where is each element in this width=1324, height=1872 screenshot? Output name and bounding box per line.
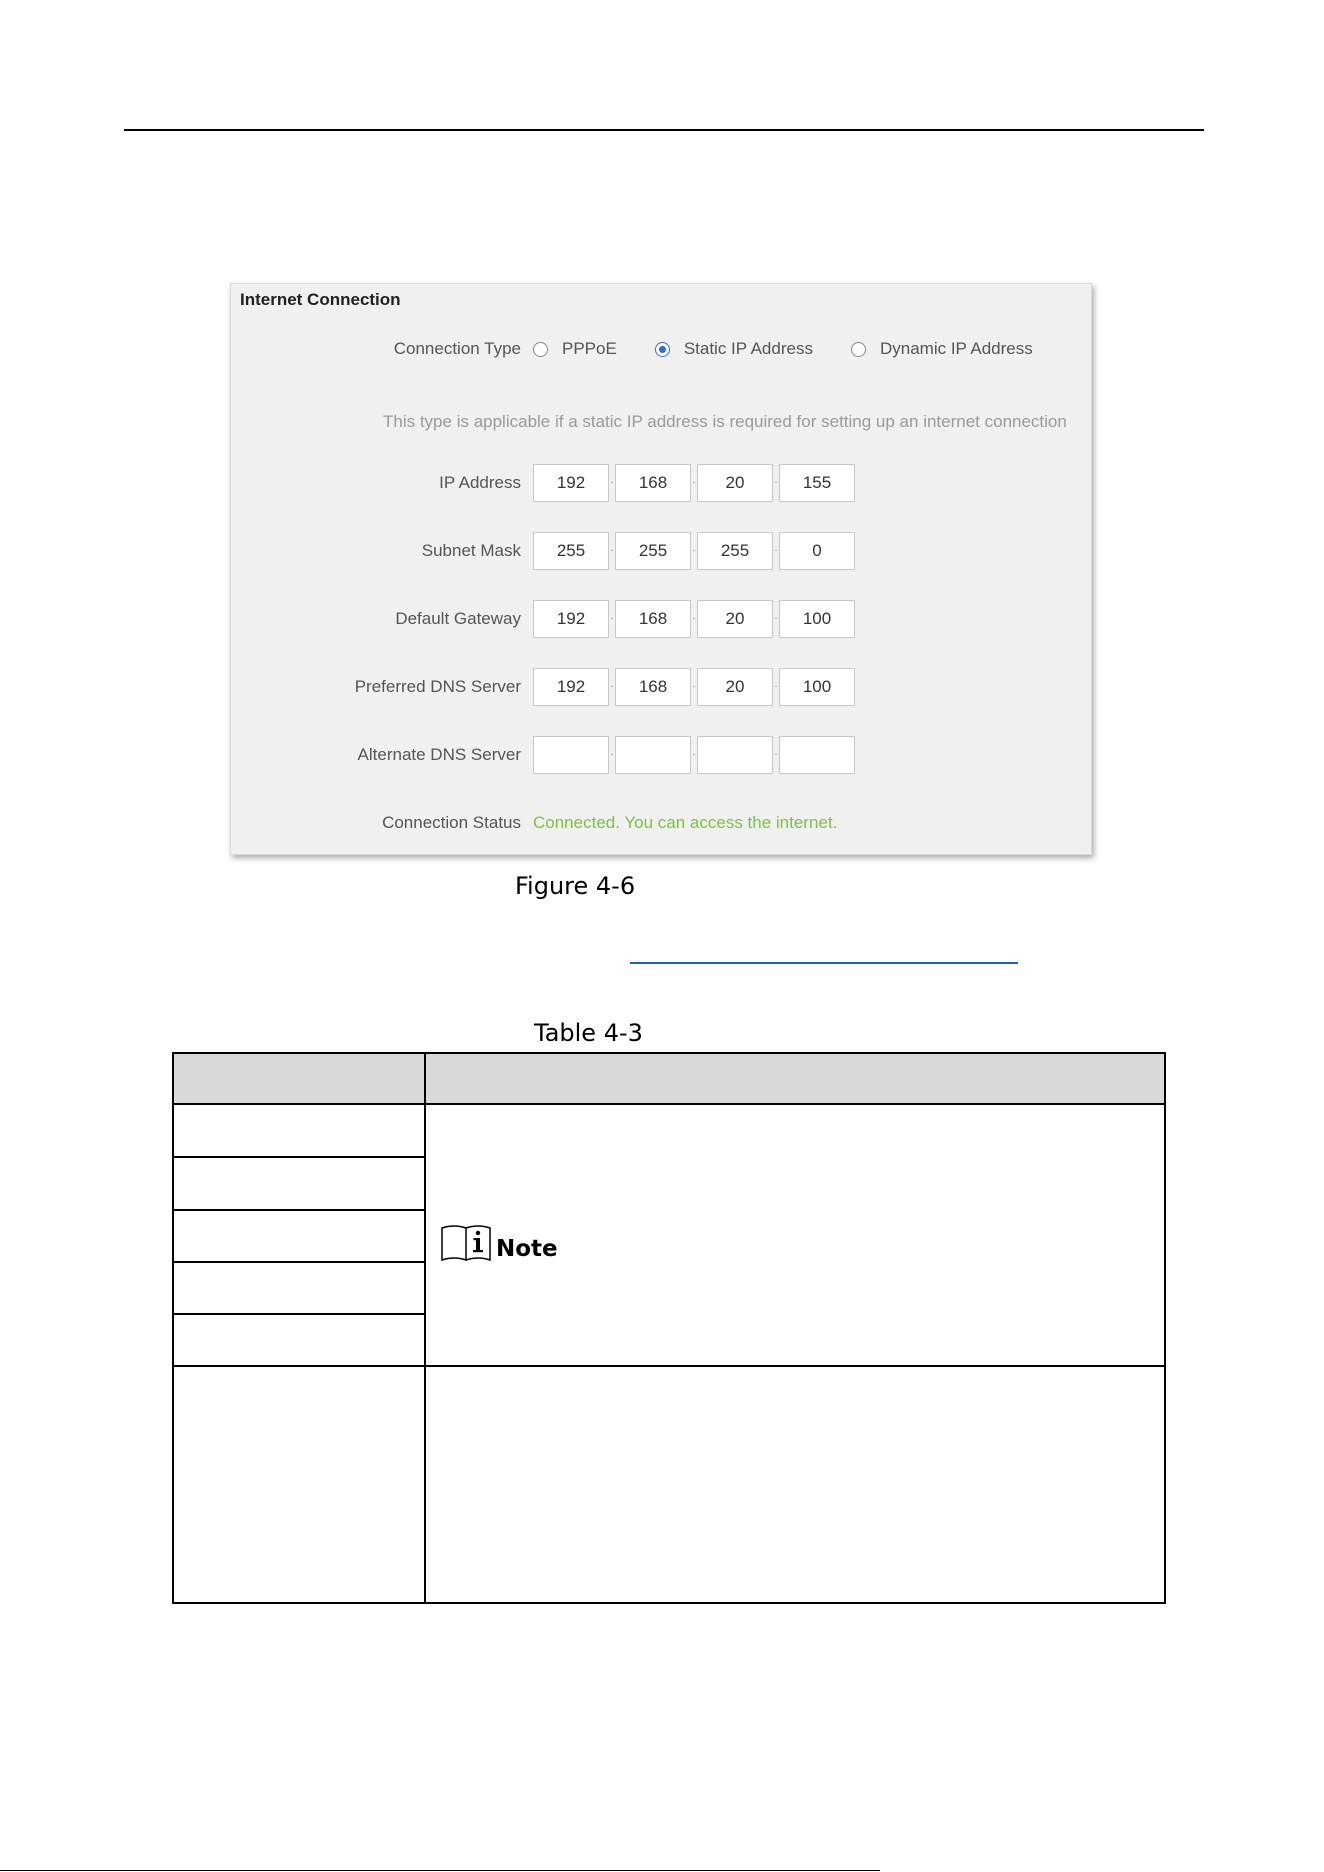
octet-separator: · [692, 613, 696, 624]
default-gateway-octet-1[interactable]: 192 [533, 600, 609, 638]
octet-separator: · [610, 545, 614, 556]
panel-title: Internet Connection [240, 290, 401, 309]
radio-static-ip-circle[interactable] [655, 342, 670, 357]
alternate-dns-label: Alternate DNS Server [357, 745, 521, 764]
ip-address-label: IP Address [439, 473, 521, 492]
default-gateway-octet-3[interactable]: 20 [697, 600, 773, 638]
radio-pppoe-label: PPPoE [562, 339, 617, 358]
connection-type-label: Connection Type [393, 339, 521, 358]
octet-separator: · [692, 749, 696, 760]
radio-static-ip[interactable] [655, 339, 813, 359]
alternate-dns-octet-3[interactable] [697, 736, 773, 774]
subnet-mask-octet-2[interactable]: 255 [615, 532, 691, 570]
connection-type-row [231, 329, 1091, 369]
octet-separator: · [610, 613, 614, 624]
default-gateway-row [231, 599, 1091, 639]
radio-dynamic-ip-label: Dynamic IP Address [879, 339, 1033, 358]
subnet-mask-label: Subnet Mask [421, 541, 521, 560]
octet-separator: · [774, 749, 778, 760]
radio-static-ip-label: Static IP Address [683, 339, 813, 358]
default-gateway-octet-2[interactable]: 168 [615, 600, 691, 638]
octet-separator: · [774, 545, 778, 556]
alternate-dns-octet-2[interactable] [615, 736, 691, 774]
ip-address-input [533, 463, 855, 503]
alternate-dns-octet-4[interactable] [779, 736, 855, 774]
alternate-dns-input [533, 735, 855, 775]
internet-connection-panel [230, 283, 1092, 855]
octet-separator: · [610, 749, 614, 760]
ip-address-octet-4[interactable]: 155 [779, 464, 855, 502]
table-column-divider [424, 1052, 426, 1604]
subnet-mask-octet-3[interactable]: 255 [697, 532, 773, 570]
ip-address-row [231, 463, 1091, 503]
note-book-icon [440, 1222, 494, 1262]
preferred-dns-octet-3[interactable]: 20 [697, 668, 773, 706]
subnet-mask-octet-4[interactable]: 0 [779, 532, 855, 570]
alternate-dns-octet-1[interactable] [533, 736, 609, 774]
octet-separator: · [774, 477, 778, 488]
radio-pppoe[interactable] [533, 339, 617, 359]
default-gateway-label: Default Gateway [395, 609, 521, 628]
octet-separator: · [774, 681, 778, 692]
table-row-divider [172, 1261, 426, 1263]
octet-separator: · [692, 681, 696, 692]
connection-status-text: Connected. You can access the internet. [533, 813, 838, 832]
table-row-divider [172, 1156, 426, 1158]
octet-separator: · [774, 613, 778, 624]
radio-dynamic-ip-circle[interactable] [851, 342, 866, 357]
octet-separator: · [610, 477, 614, 488]
preferred-dns-octet-4[interactable]: 100 [779, 668, 855, 706]
preferred-dns-label: Preferred DNS Server [354, 677, 521, 696]
table-row-divider [172, 1209, 426, 1211]
preferred-dns-row [231, 667, 1091, 707]
preferred-dns-octet-1[interactable]: 192 [533, 668, 609, 706]
connection-type-radio-group [533, 339, 1071, 359]
table-header-divider [172, 1103, 1166, 1105]
connection-status-row [231, 803, 1091, 843]
table-row-divider [172, 1313, 426, 1315]
table-border-right [1164, 1052, 1166, 1604]
hyperlink-underline[interactable] [630, 962, 1018, 964]
subnet-mask-row [231, 531, 1091, 571]
table-section-divider [172, 1365, 1166, 1367]
radio-pppoe-circle[interactable] [533, 342, 548, 357]
radio-dynamic-ip[interactable] [851, 339, 1033, 359]
octet-separator: · [692, 545, 696, 556]
header-rule [124, 129, 1204, 131]
table-border-bottom [172, 1602, 1166, 1604]
subnet-mask-input [533, 531, 855, 571]
static-ip-hint: This type is applicable if a static IP address is required for setting up an internet connection [383, 412, 1067, 431]
preferred-dns-input [533, 667, 855, 707]
subnet-mask-octet-1[interactable]: 255 [533, 532, 609, 570]
preferred-dns-octet-2[interactable]: 168 [615, 668, 691, 706]
default-gateway-input [533, 599, 855, 639]
table-caption: Table 4-3 [534, 1019, 643, 1047]
ip-address-octet-2[interactable]: 168 [615, 464, 691, 502]
ip-address-octet-3[interactable]: 20 [697, 464, 773, 502]
alternate-dns-row [231, 735, 1091, 775]
figure-caption: Figure 4-6 [515, 872, 636, 900]
note-box [440, 1222, 558, 1262]
octet-separator: · [610, 681, 614, 692]
octet-separator: · [692, 477, 696, 488]
ip-address-octet-1[interactable]: 192 [533, 464, 609, 502]
table-border-top [172, 1052, 1166, 1054]
default-gateway-octet-4[interactable]: 100 [779, 600, 855, 638]
note-label: Note [496, 1236, 558, 1262]
table-border-left [172, 1052, 174, 1604]
connection-status-label: Connection Status [382, 813, 521, 832]
footer-rule [0, 1870, 880, 1871]
table-header-row [172, 1052, 1166, 1104]
parameter-table [172, 1052, 1166, 1604]
